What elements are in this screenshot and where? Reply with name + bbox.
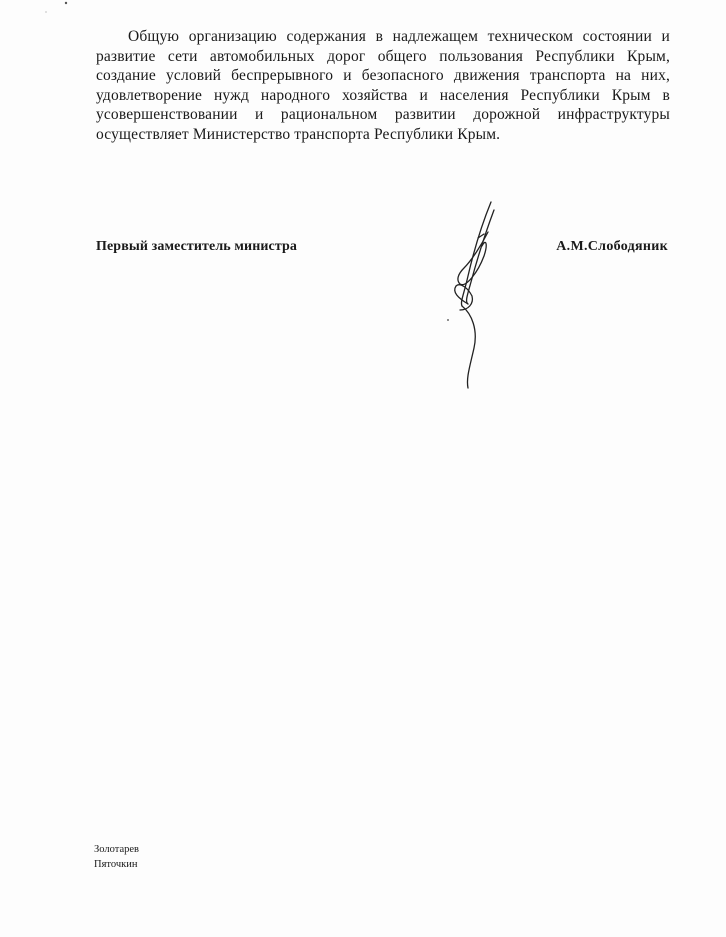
executor-name: Золотарев xyxy=(94,844,139,855)
handwritten-signature xyxy=(438,198,502,394)
signature-block xyxy=(96,239,670,261)
executor-name: Пяточкин xyxy=(94,859,138,870)
scan-specks xyxy=(40,0,80,16)
executors-list xyxy=(94,842,139,872)
letter-paragraph xyxy=(96,27,670,144)
letter-paragraph-text: Общую организацию содержания в надлежащем техническом состоянии и развитие сети автомобильных дорог общего пользования Республики Крым, создание условий беспрерывного и безопасного движения транспорта на них, удовлетворение нужд народного хозяйства и населения Республики Крым в усовершенствовании и рациональном развитии дорожной инфраструктуры осуществляет Министерство транспорта Республики Крым. xyxy=(96,28,670,143)
signatory-name: А.М.Слободяник xyxy=(556,239,668,254)
signatory-position: Первый заместитель министра xyxy=(96,239,297,254)
